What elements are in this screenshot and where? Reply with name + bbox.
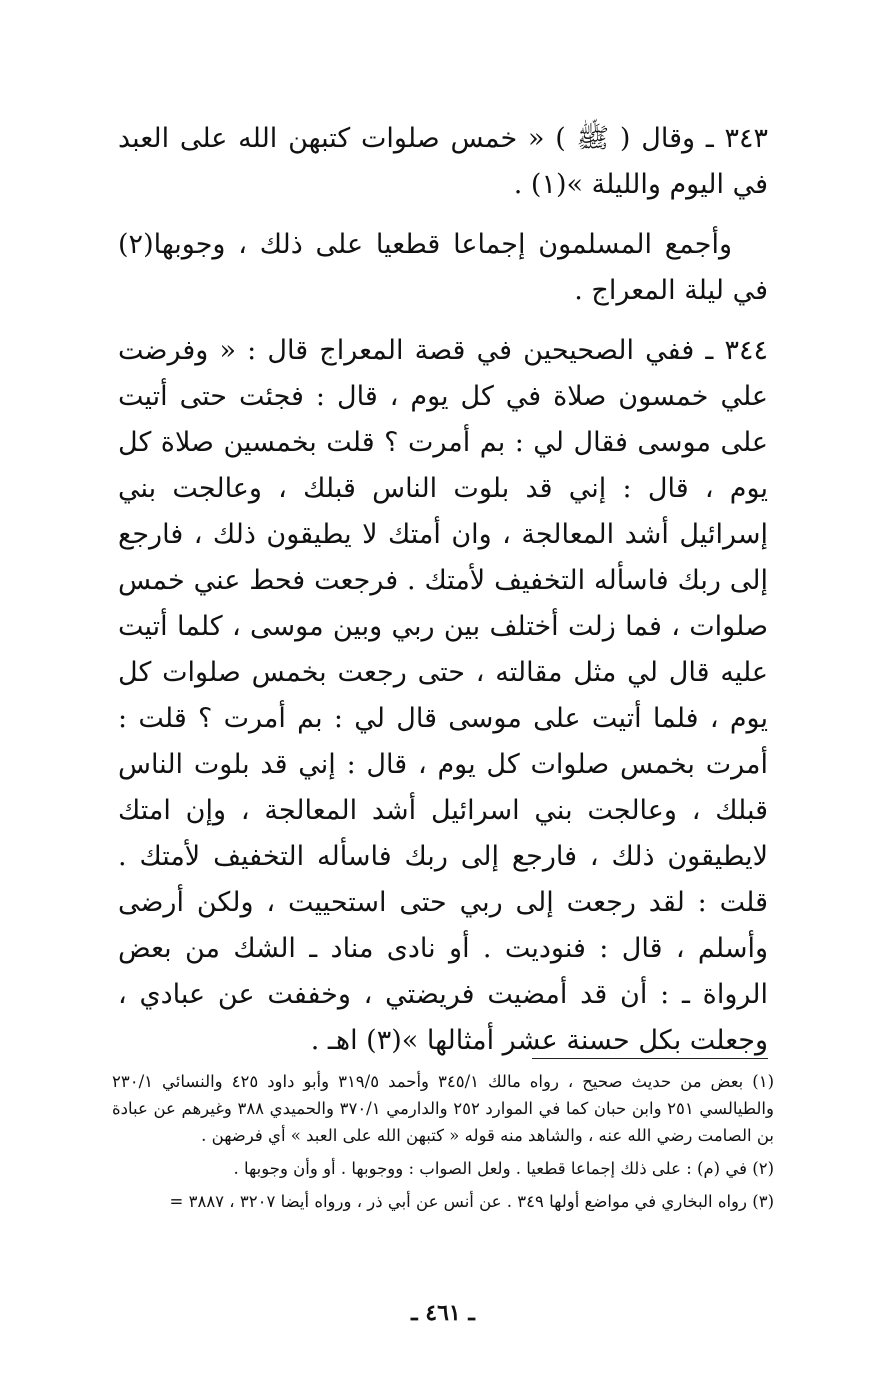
footnote-3: (٣) رواه البخاري في مواضع أولها ٣٤٩ . عن أنس عن أبي ذر ، ورواه أيضا ٣٢٠٧ ، ٣٨٨٧ = — [169, 1192, 774, 1211]
paragraph-text: وقال ( ﷺ ) « خمس صلوات كتبهن الله على العبد في اليوم والليلة »(١) . — [118, 123, 768, 200]
footnote-1: (١) بعض من حديث صحيح ، رواه مالك ٣٤٥/١ وأحمد ٣١٩/٥ وأبو داود ٤٢٥ والنسائي ٢٣٠/١ والطيالسي ٢٥١ وابن حبان كما في الموارد ٢٥٢ والدارمي ٣٧٠/١ والحميدي ٣٨٨ وغيرهم عن عبادة بن الصامت رضي الله عنه ، والشاهد منه قوله « كتبهن الله على العبد » أي فرضهن . — [112, 1072, 775, 1145]
page-number: ـ ٤٦١ ـ — [411, 1300, 475, 1326]
paragraph-number: ٣٤٣ ـ — [705, 123, 769, 154]
paragraph-344 — [118, 328, 768, 1064]
footnote-divider — [532, 1058, 768, 1059]
footnote-2: (٢) في (م) : على ذلك إجماعا قطعيا . ولعل الصواب : ووجوبها . أو وأن وجوبها . — [233, 1159, 774, 1178]
footnotes — [112, 1068, 774, 1221]
paragraph-text: وأجمع المسلمون إجماعا قطعيا على ذلك ، وجوبها(٢) في ليلة المعراج . — [118, 229, 768, 306]
paragraph-343 — [118, 116, 768, 208]
paragraph-text: ففي الصحيحين في قصة المعراج قال : « وفرضت علي خمسون صلاة في كل يوم ، قال : فجئت حتى أتيت على موسى فقال لي : بم أمرت ؟ قلت بخمسين صلاة كل يوم ، قال : إني قد بلوت الناس قبلك ، وعالجت بني إسرائيل أشد المعالجة ، وان أمتك لا يطيقون ذلك ، فارجع إلى ربك فاسأله التخفيف لأمتك . فرجعت فحط عني خمس صلوات ، فما زلت أختلف بين ربي وبين موسى ، كلما أتيت عليه قال لي مثل مقالته ، حتى رجعت بخمس صلوات كل يوم ، فلما أتيت على موسى قال لي : بم أمرت ؟ قلت : أمرت بخمس صلوات كل يوم ، قال : إني قد بلوت الناس قبلك ، وعالجت بني اسرائيل أشد المعالجة ، وإن امتك لايطيقون ذلك ، فارجع إلى ربك فاسأله التخفيف لأمتك . قلت : لقد رجعت إلى ربي حتى استحييت ، ولكن أرضى وأسلم ، قال : فنوديت . أو نادى مناد ـ الشك من بعض الرواة ـ : أن قد أمضيت فريضتي ، وخففت عن عبادي ، وجعلت بكل حسنة عشر أمثالها »(٣) اهـ . — [118, 335, 768, 1056]
paragraph-ijma — [118, 222, 768, 314]
paragraph-number: ٣٤٤ ـ — [705, 335, 769, 366]
main-text — [118, 116, 768, 1078]
